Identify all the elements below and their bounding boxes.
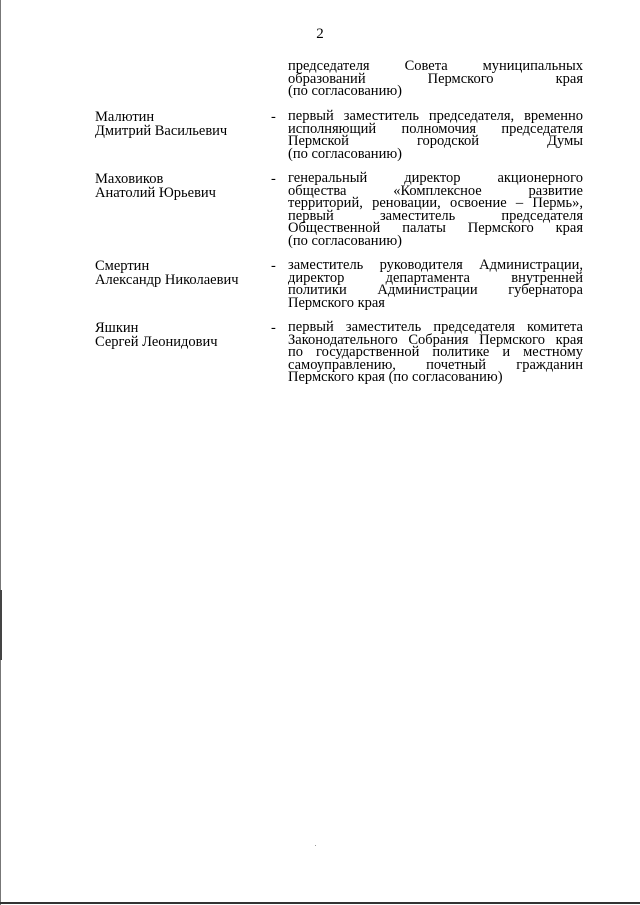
description-line: территорий, реновации, освоение – Пермь»,	[288, 195, 583, 212]
member-surname: Яшкин	[95, 320, 139, 336]
member-description	[288, 172, 583, 248]
dash-separator: -	[271, 109, 276, 125]
scan-bottom-edge	[0, 902, 640, 904]
description-line: Законодательного Собрания Пермского края	[288, 331, 583, 348]
scan-speck	[315, 845, 316, 846]
member-description	[288, 321, 583, 384]
description-line: образований Пермского края	[288, 70, 583, 87]
scan-left-edge	[0, 0, 1, 905]
description-line: директор департамента внутренней	[288, 269, 583, 286]
description-line: заместитель руководителя Администрации,	[288, 257, 583, 273]
dash-separator: -	[271, 320, 276, 336]
description-line: Общественной палаты Пермского края	[288, 220, 583, 237]
member-given-names: Дмитрий Васильевич	[95, 123, 228, 139]
description-line: политики Администрации губернатора	[288, 282, 583, 299]
description-line: (по согласованию)	[288, 232, 402, 249]
description-line: первый заместитель председателя	[288, 207, 583, 224]
member-given-names: Александр Николаевич	[95, 272, 239, 288]
description-line: общества «Комплексное развитие	[288, 182, 583, 199]
member-surname: Малютин	[95, 109, 155, 125]
member-name	[95, 110, 265, 138]
member-description	[288, 259, 583, 309]
description-line: самоуправлению, почетный гражданин	[288, 356, 583, 373]
member-name	[95, 259, 265, 287]
description-line: Пермского края	[288, 294, 385, 311]
member-given-names: Анатолий Юрьевич	[95, 185, 216, 201]
description-line: (по согласованию)	[288, 83, 402, 100]
description-line: председателя Совета муниципальных	[288, 58, 583, 74]
description-line: по государственной политике и местному	[288, 344, 583, 361]
member-description	[288, 60, 583, 98]
scan-left-edge-mark	[0, 590, 2, 660]
description-line: Пермской городской Думы	[288, 133, 583, 150]
description-line: первый заместитель председателя комитета	[288, 319, 583, 335]
page-number: 2	[316, 26, 324, 42]
description-line: генеральный директор акционерного	[288, 170, 583, 186]
member-name	[95, 321, 265, 349]
dash-separator: -	[271, 171, 276, 187]
member-given-names: Сергей Леонидович	[95, 334, 218, 350]
description-line: Пермского края (по согласованию)	[288, 369, 503, 386]
member-surname: Маховиков	[95, 171, 164, 187]
description-line: (по согласованию)	[288, 145, 402, 162]
member-description	[288, 110, 583, 160]
description-line: исполняющий полномочия председателя	[288, 120, 583, 137]
description-line: первый заместитель председателя, временно	[288, 108, 583, 124]
dash-separator: -	[271, 258, 276, 274]
member-surname: Смертин	[95, 258, 150, 274]
member-name	[95, 172, 265, 200]
